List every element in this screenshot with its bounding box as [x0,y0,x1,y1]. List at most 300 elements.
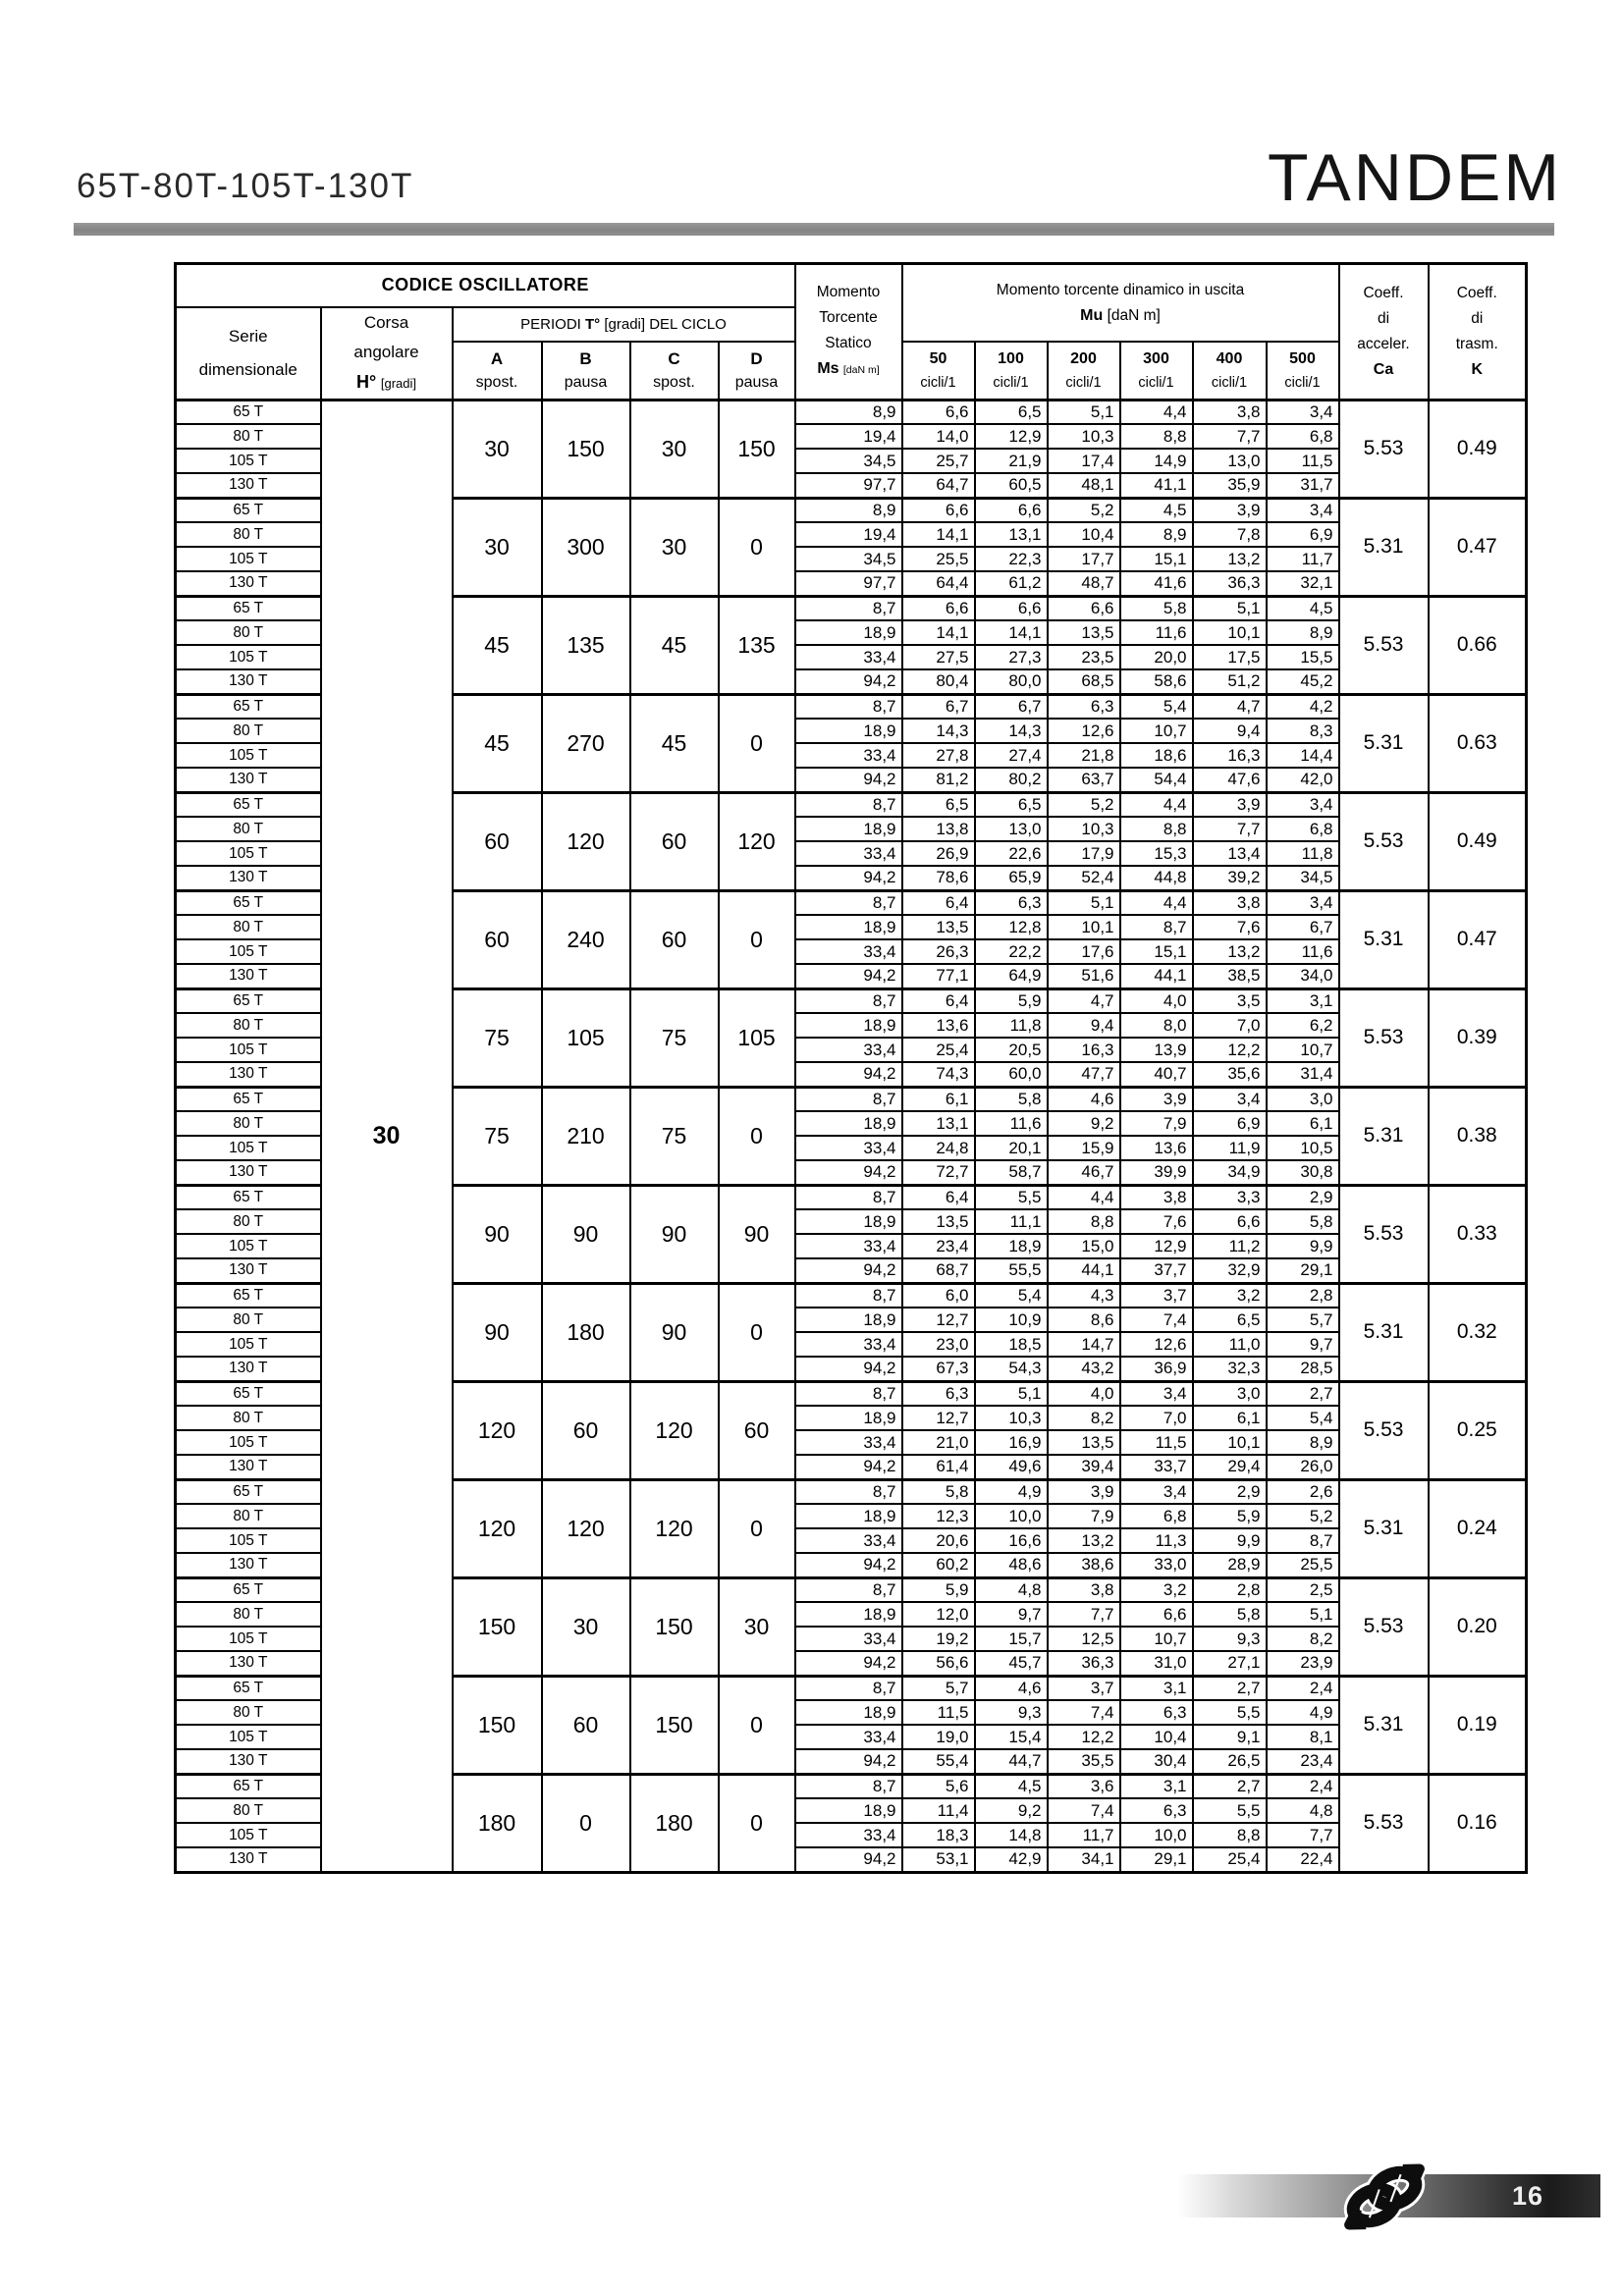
mu-value-cell-300: 10,4 [1120,1725,1193,1749]
period-c-cell: 75 [630,1087,719,1185]
ca-value-cell: 5.31 [1339,1676,1429,1774]
mu-value-cell-400: 7,0 [1193,1013,1267,1038]
mu-value-cell-100: 14,1 [975,620,1048,645]
period-a-cell: 120 [453,1479,542,1577]
serie-cell: 80 T [176,1406,321,1430]
serie-cell: 80 T [176,424,321,449]
mu-value-cell-300: 37,7 [1120,1258,1193,1283]
mu-value-cell-100: 10,0 [975,1504,1048,1528]
mu-value-cell-50: 74,3 [902,1062,975,1087]
period-d-cell: 0 [719,1479,795,1577]
mu-value-cell-50: 11,4 [902,1798,975,1823]
serie-cell: 65 T [176,1283,321,1308]
ms-value-cell: 18,9 [795,915,902,939]
mu-value-cell-200: 12,5 [1048,1627,1120,1651]
mu-value-cell-200: 3,9 [1048,1479,1120,1504]
mu-value-cell-500: 10,7 [1267,1038,1339,1062]
corsa-angolare-value: 30 [321,400,453,1872]
mu-value-cell-500: 8,9 [1267,620,1339,645]
mu-value-cell-100: 14,3 [975,719,1048,743]
mu-value-cell-300: 3,1 [1120,1676,1193,1700]
period-d-cell: 135 [719,596,795,694]
mu-value-cell-50: 18,3 [902,1823,975,1847]
mu-value-cell-50: 6,6 [902,596,975,620]
mu-value-cell-300: 11,3 [1120,1528,1193,1553]
mu-value-cell-500: 6,9 [1267,522,1339,547]
ms-value-cell: 97,7 [795,473,902,498]
mu-value-cell-200: 8,2 [1048,1406,1120,1430]
mu-value-cell-50: 81,2 [902,768,975,792]
mu-value-cell-500: 3,1 [1267,988,1339,1013]
mu-value-cell-400: 6,1 [1193,1406,1267,1430]
periodi-ciclo-header: PERIODI T° [gradi] DEL CICLO [453,307,795,343]
ms-value-cell: 94,2 [795,1258,902,1283]
mu-value-cell-400: 7,7 [1193,424,1267,449]
mu-value-cell-300: 10,7 [1120,1627,1193,1651]
mu-value-cell-300: 8,9 [1120,522,1193,547]
mu-value-cell-400: 11,0 [1193,1332,1267,1357]
mu-value-cell-500: 22,4 [1267,1847,1339,1872]
period-a-cell: 180 [453,1774,542,1872]
mu-value-cell-100: 15,4 [975,1725,1048,1749]
serie-cell: 65 T [176,694,321,719]
mu-value-cell-300: 36,9 [1120,1357,1193,1381]
mu-value-cell-100: 9,3 [975,1700,1048,1725]
period-a-cell: 60 [453,890,542,988]
mu-value-cell-300: 40,7 [1120,1062,1193,1087]
period-c-cell: 90 [630,1185,719,1283]
oscillator-data-table [174,262,1528,1874]
ca-value-cell: 5.53 [1339,988,1429,1087]
mu-value-cell-400: 5,9 [1193,1504,1267,1528]
mu-value-cell-500: 4,2 [1267,694,1339,719]
mu-value-cell-200: 3,7 [1048,1676,1120,1700]
serie-cell: 65 T [176,1087,321,1111]
ms-value-cell: 33,4 [795,1038,902,1062]
mu-value-cell-50: 23,0 [902,1332,975,1357]
mu-value-cell-400: 5,8 [1193,1602,1267,1627]
mu-value-cell-100: 4,5 [975,1774,1048,1798]
mu-value-cell-500: 11,8 [1267,841,1339,866]
mu-value-cell-500: 42,0 [1267,768,1339,792]
mu-value-cell-100: 5,5 [975,1185,1048,1209]
mu-value-cell-300: 11,5 [1120,1430,1193,1455]
mu-value-cell-300: 4,0 [1120,988,1193,1013]
mu-value-cell-500: 6,8 [1267,424,1339,449]
mu-value-cell-100: 22,3 [975,547,1048,571]
mu-value-cell-100: 6,3 [975,890,1048,915]
serie-cell: 105 T [176,547,321,571]
period-d-cell: 0 [719,1676,795,1774]
period-b-cell: 60 [542,1381,630,1479]
mu-value-cell-500: 4,8 [1267,1798,1339,1823]
mu-value-cell-400: 32,3 [1193,1357,1267,1381]
period-b-cell: 120 [542,1479,630,1577]
ms-value-cell: 94,2 [795,1455,902,1479]
mu-value-cell-100: 11,8 [975,1013,1048,1038]
mu-value-cell-300: 12,9 [1120,1234,1193,1258]
mu-value-cell-200: 13,2 [1048,1528,1120,1553]
mu-value-cell-400: 36,3 [1193,571,1267,596]
mu-value-cell-300: 10,7 [1120,719,1193,743]
mu-value-cell-500: 34,5 [1267,866,1339,890]
mu-value-cell-50: 55,4 [902,1749,975,1774]
ca-value-cell: 5.31 [1339,498,1429,596]
mu-value-cell-400: 3,2 [1193,1283,1267,1308]
serie-cell: 80 T [176,1308,321,1332]
header-divider-rule [74,223,1554,236]
serie-cell: 105 T [176,841,321,866]
ms-value-cell: 33,4 [795,1627,902,1651]
mu-value-cell-300: 4,4 [1120,792,1193,817]
period-b-cell: 240 [542,890,630,988]
ms-value-cell: 33,4 [795,939,902,964]
serie-cell: 105 T [176,1234,321,1258]
mu-value-cell-500: 11,5 [1267,449,1339,473]
mu-value-cell-400: 25,4 [1193,1847,1267,1872]
mu-value-cell-500: 2,4 [1267,1774,1339,1798]
ms-value-cell: 33,4 [795,743,902,768]
mu-value-cell-200: 46,7 [1048,1160,1120,1185]
mu-value-cell-300: 33,7 [1120,1455,1193,1479]
serie-cell: 65 T [176,498,321,522]
k-value-cell: 0.63 [1429,694,1527,792]
mu-value-cell-500: 5,2 [1267,1504,1339,1528]
mu-value-cell-50: 25,5 [902,547,975,571]
ms-value-cell: 8,7 [795,1774,902,1798]
serie-cell: 130 T [176,1062,321,1087]
mu-value-cell-500: 34,0 [1267,964,1339,988]
period-b-cell: 0 [542,1774,630,1872]
mu-value-cell-300: 30,4 [1120,1749,1193,1774]
mu-value-cell-200: 6,3 [1048,694,1120,719]
mu-value-cell-50: 6,7 [902,694,975,719]
mu-value-cell-500: 5,1 [1267,1602,1339,1627]
mu-value-cell-300: 5,4 [1120,694,1193,719]
ms-value-cell: 18,9 [795,1700,902,1725]
mu-value-cell-200: 5,2 [1048,498,1120,522]
mu-value-cell-100: 10,3 [975,1406,1048,1430]
mu-value-cell-100: 20,5 [975,1038,1048,1062]
ms-value-cell: 18,9 [795,719,902,743]
mu-value-cell-500: 4,5 [1267,596,1339,620]
period-c-cell: 150 [630,1577,719,1676]
mu-value-cell-50: 14,3 [902,719,975,743]
mu-value-cell-500: 6,8 [1267,817,1339,841]
ca-value-cell: 5.31 [1339,1479,1429,1577]
mu-value-cell-500: 10,5 [1267,1136,1339,1160]
ca-value-cell: 5.53 [1339,1381,1429,1479]
mu-value-cell-300: 3,7 [1120,1283,1193,1308]
coeff-trasm-header: Coeff. di trasm. K [1429,264,1527,400]
mu-value-cell-500: 2,5 [1267,1577,1339,1602]
mu-value-cell-300: 44,1 [1120,964,1193,988]
serie-dimensionale-header: Serie dimensionale [176,307,321,400]
ms-value-cell: 94,2 [795,1062,902,1087]
mu-value-cell-200: 12,6 [1048,719,1120,743]
mu-value-cell-300: 6,3 [1120,1700,1193,1725]
mu-value-cell-300: 10,0 [1120,1823,1193,1847]
serie-cell: 130 T [176,1847,321,1872]
ms-value-cell: 18,9 [795,1111,902,1136]
mu-value-cell-50: 25,7 [902,449,975,473]
ca-value-cell: 5.53 [1339,400,1429,498]
serie-cell: 105 T [176,1136,321,1160]
mu-value-cell-50: 6,3 [902,1381,975,1406]
mu-value-cell-500: 11,6 [1267,939,1339,964]
mu-value-cell-200: 43,2 [1048,1357,1120,1381]
mu-value-cell-400: 3,8 [1193,400,1267,424]
mu-value-cell-200: 13,5 [1048,620,1120,645]
mu-value-cell-400: 3,0 [1193,1381,1267,1406]
mu-value-cell-200: 4,6 [1048,1087,1120,1111]
codice-oscillatore-header: CODICE OSCILLATORE [176,264,795,307]
mu-value-cell-400: 3,4 [1193,1087,1267,1111]
mu-value-cell-200: 23,5 [1048,645,1120,669]
mu-value-cell-300: 31,0 [1120,1651,1193,1676]
mu-value-cell-50: 77,1 [902,964,975,988]
k-value-cell: 0.39 [1429,988,1527,1087]
mu-value-cell-500: 25,5 [1267,1553,1339,1577]
mu-value-cell-500: 29,1 [1267,1258,1339,1283]
mu-value-cell-500: 2,8 [1267,1283,1339,1308]
serie-cell: 130 T [176,866,321,890]
mu-value-cell-50: 13,1 [902,1111,975,1136]
serie-cell: 65 T [176,792,321,817]
ca-value-cell: 5.53 [1339,1185,1429,1283]
ca-value-cell: 5.53 [1339,596,1429,694]
page-number: 16 [1511,2181,1543,2211]
mu-value-cell-50: 20,6 [902,1528,975,1553]
mu-value-cell-500: 2,9 [1267,1185,1339,1209]
ms-value-cell: 8,9 [795,498,902,522]
mu-value-cell-300: 39,9 [1120,1160,1193,1185]
period-a-cell: 75 [453,1087,542,1185]
mu-value-cell-300: 20,0 [1120,645,1193,669]
mu-value-cell-500: 9,9 [1267,1234,1339,1258]
mu-value-cell-200: 8,6 [1048,1308,1120,1332]
k-value-cell: 0.38 [1429,1087,1527,1185]
coeff-acceler-header: Coeff. di acceler. Ca [1339,264,1429,400]
mu-value-cell-400: 38,5 [1193,964,1267,988]
mu-value-cell-50: 24,8 [902,1136,975,1160]
period-d-cell: 0 [719,890,795,988]
mu-value-cell-400: 29,4 [1193,1455,1267,1479]
ms-value-cell: 97,7 [795,571,902,596]
mu-value-cell-400: 51,2 [1193,669,1267,694]
serie-cell: 65 T [176,1479,321,1504]
mu-value-cell-100: 11,6 [975,1111,1048,1136]
ms-value-cell: 18,9 [795,1209,902,1234]
mu-value-cell-100: 12,8 [975,915,1048,939]
mu-value-cell-50: 60,2 [902,1553,975,1577]
mu-value-cell-200: 68,5 [1048,669,1120,694]
mu-value-cell-400: 12,2 [1193,1038,1267,1062]
ms-value-cell: 33,4 [795,645,902,669]
mu-value-cell-500: 7,7 [1267,1823,1339,1847]
serie-cell: 130 T [176,1258,321,1283]
mu-value-cell-200: 52,4 [1048,866,1120,890]
serie-cell: 105 T [176,1430,321,1455]
mu-value-cell-100: 15,7 [975,1627,1048,1651]
mu-value-cell-200: 8,8 [1048,1209,1120,1234]
period-d-cell: 90 [719,1185,795,1283]
cycles-400-header: 400 cicli/1 [1193,342,1267,400]
period-b-cell: 90 [542,1185,630,1283]
mu-value-cell-200: 47,7 [1048,1062,1120,1087]
serie-cell: 105 T [176,1725,321,1749]
mu-value-cell-400: 35,6 [1193,1062,1267,1087]
serie-cell: 105 T [176,1528,321,1553]
serie-cell: 105 T [176,1627,321,1651]
mu-value-cell-300: 7,4 [1120,1308,1193,1332]
mu-value-cell-400: 9,4 [1193,719,1267,743]
mu-value-cell-200: 7,9 [1048,1504,1120,1528]
serie-cell: 130 T [176,473,321,498]
mu-value-cell-300: 33,0 [1120,1553,1193,1577]
mu-value-cell-50: 27,5 [902,645,975,669]
ms-value-cell: 19,4 [795,522,902,547]
mu-value-cell-50: 6,6 [902,498,975,522]
mu-value-cell-100: 27,3 [975,645,1048,669]
ms-value-cell: 34,5 [795,449,902,473]
mu-value-cell-100: 58,7 [975,1160,1048,1185]
mu-value-cell-50: 14,1 [902,522,975,547]
serie-cell: 80 T [176,522,321,547]
mu-value-cell-300: 3,2 [1120,1577,1193,1602]
k-value-cell: 0.25 [1429,1381,1527,1479]
mu-value-cell-300: 11,6 [1120,620,1193,645]
cycles-500-header: 500 cicli/1 [1267,342,1339,400]
mu-value-cell-200: 4,4 [1048,1185,1120,1209]
mu-value-cell-500: 5,4 [1267,1406,1339,1430]
mu-value-cell-400: 11,2 [1193,1234,1267,1258]
col-b-header: B pausa [542,342,630,400]
cycles-300-header: 300 cicli/1 [1120,342,1193,400]
mu-value-cell-300: 5,8 [1120,596,1193,620]
mu-value-cell-300: 4,4 [1120,400,1193,424]
mu-value-cell-100: 61,2 [975,571,1048,596]
serie-cell: 80 T [176,719,321,743]
period-a-cell: 60 [453,792,542,890]
mu-value-cell-50: 12,3 [902,1504,975,1528]
mu-value-cell-50: 14,1 [902,620,975,645]
k-value-cell: 0.19 [1429,1676,1527,1774]
mu-value-cell-300: 6,3 [1120,1798,1193,1823]
period-b-cell: 180 [542,1283,630,1381]
mu-value-cell-50: 12,7 [902,1406,975,1430]
mu-value-cell-400: 47,6 [1193,768,1267,792]
mu-value-cell-50: 6,0 [902,1283,975,1308]
period-c-cell: 45 [630,694,719,792]
k-value-cell: 0.32 [1429,1283,1527,1381]
period-a-cell: 45 [453,694,542,792]
mu-value-cell-50: 13,8 [902,817,975,841]
mu-value-cell-500: 3,4 [1267,498,1339,522]
mu-value-cell-400: 3,3 [1193,1185,1267,1209]
mu-value-cell-50: 6,5 [902,792,975,817]
mu-value-cell-200: 15,9 [1048,1136,1120,1160]
ms-value-cell: 94,2 [795,1160,902,1185]
mu-value-cell-500: 3,4 [1267,890,1339,915]
mu-value-cell-400: 7,8 [1193,522,1267,547]
serie-cell: 65 T [176,1381,321,1406]
mu-value-cell-200: 11,7 [1048,1823,1120,1847]
mu-value-cell-100: 60,5 [975,473,1048,498]
mu-value-cell-200: 7,4 [1048,1700,1120,1725]
mu-value-cell-100: 80,0 [975,669,1048,694]
mu-value-cell-50: 68,7 [902,1258,975,1283]
period-b-cell: 210 [542,1087,630,1185]
mu-value-cell-200: 13,5 [1048,1430,1120,1455]
ms-value-cell: 8,7 [795,1087,902,1111]
col-a-header: A spost. [453,342,542,400]
serie-cell: 80 T [176,1602,321,1627]
serie-cell: 65 T [176,1676,321,1700]
mu-value-cell-100: 27,4 [975,743,1048,768]
mu-value-cell-400: 2,7 [1193,1774,1267,1798]
mu-value-cell-400: 5,5 [1193,1700,1267,1725]
ca-value-cell: 5.31 [1339,890,1429,988]
mu-value-cell-100: 22,2 [975,939,1048,964]
serie-cell: 80 T [176,1700,321,1725]
mu-value-cell-100: 6,7 [975,694,1048,719]
period-c-cell: 30 [630,498,719,596]
period-a-cell: 150 [453,1577,542,1676]
k-value-cell: 0.49 [1429,400,1527,498]
mu-value-cell-50: 11,5 [902,1700,975,1725]
mu-value-cell-500: 3,4 [1267,400,1339,424]
ms-value-cell: 33,4 [795,1234,902,1258]
mu-value-cell-200: 48,1 [1048,473,1120,498]
mu-value-cell-300: 44,8 [1120,866,1193,890]
mu-value-cell-400: 7,6 [1193,915,1267,939]
mu-value-cell-300: 3,1 [1120,1774,1193,1798]
period-a-cell: 90 [453,1185,542,1283]
mu-value-cell-50: 72,7 [902,1160,975,1185]
mu-value-cell-100: 21,9 [975,449,1048,473]
period-b-cell: 150 [542,400,630,498]
ms-value-cell: 18,9 [795,1013,902,1038]
mu-value-cell-500: 8,7 [1267,1528,1339,1553]
mu-value-cell-50: 6,6 [902,400,975,424]
period-d-cell: 0 [719,1087,795,1185]
period-b-cell: 300 [542,498,630,596]
mu-value-cell-100: 5,4 [975,1283,1048,1308]
cycles-50-header: 50 cicli/1 [902,342,975,400]
mu-value-cell-500: 6,7 [1267,915,1339,939]
mu-value-cell-50: 19,0 [902,1725,975,1749]
mu-value-cell-500: 31,4 [1267,1062,1339,1087]
ms-value-cell: 8,7 [795,596,902,620]
mu-value-cell-100: 65,9 [975,866,1048,890]
period-d-cell: 60 [719,1381,795,1479]
period-d-cell: 0 [719,498,795,596]
mu-value-cell-100: 54,3 [975,1357,1048,1381]
period-d-cell: 120 [719,792,795,890]
mu-value-cell-300: 8,7 [1120,915,1193,939]
ms-value-cell: 8,7 [795,1479,902,1504]
mu-value-cell-400: 5,1 [1193,596,1267,620]
cycles-100-header: 100 cicli/1 [975,342,1048,400]
serie-cell: 65 T [176,1185,321,1209]
mu-value-cell-500: 8,3 [1267,719,1339,743]
mu-value-cell-400: 5,5 [1193,1798,1267,1823]
period-b-cell: 135 [542,596,630,694]
mu-value-cell-500: 6,1 [1267,1111,1339,1136]
mu-value-cell-200: 4,0 [1048,1381,1120,1406]
mu-value-cell-50: 21,0 [902,1430,975,1455]
